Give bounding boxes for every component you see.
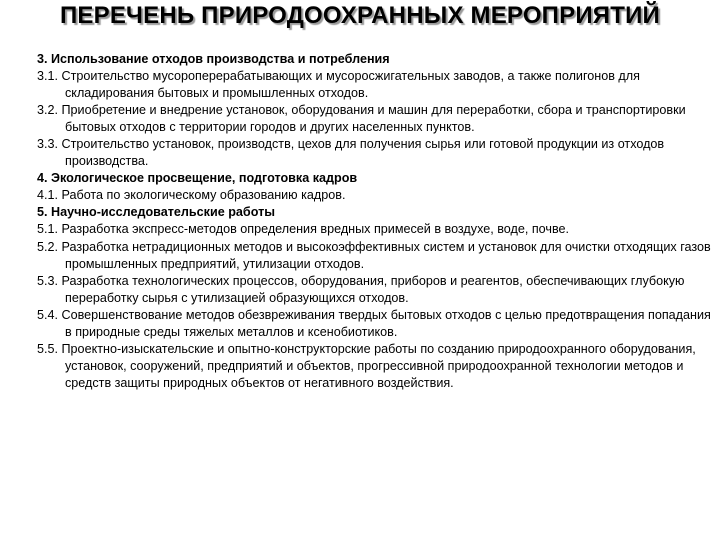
section-heading-4: 4. Экологическое просвещение, подготовка кадров — [37, 171, 358, 186]
section-heading-3: 3. Использование отходов производства и потребления — [37, 52, 390, 66]
section-heading-5: 5. Научно-исследовательские работы — [37, 205, 276, 220]
list-item-4-1: 4.1. Работа по экологическому образованию кадров. — [37, 188, 346, 203]
list-item-5-3: 5.3. Разработка технологических процессов, оборудования, приборов и реагентов, обеспечивающих глубокую переработку сырья с утилизацией образующихся отходов. — [37, 273, 685, 305]
page-title: ПЕРЕЧЕНЬ ПРИРОДООХРАННЫХ МЕРОПРИЯТИЙ — [59, 2, 661, 29]
measures-list — [37, 51, 715, 392]
list-item-3-2: 3.2. Приобретение и внедрение установок, оборудования и машин для переработки, сбора и транспортировки бытовых отходов с территории городов и других населенных пунктов. — [37, 103, 686, 135]
list-item-5-1: 5.1. Разработка экспресс-методов определения вредных примесей в воздухе, воде, почве. — [37, 222, 570, 237]
list-item-5-5: 5.5. Проектно-изыскательские и опытно-конструкторские работы по созданию природоохранного оборудования, установок, сооружений, предприятий и объектов, прогрессивной природоохранной технологии методов и средств защиты природных объектов от негативного воздействия. — [37, 341, 696, 390]
list-item-3-3: 3.3. Строительство установок, производств, цехов для получения сырья или готовой продукции из отходов производства. — [37, 137, 665, 169]
list-item-3-1: 3.1. Строительство мусороперерабатывающих и мусоросжигательных заводов, а также полигонов для складирования бытовых и промышленных отходов. — [37, 69, 640, 101]
list-item-5-2: 5.2. Разработка нетрадиционных методов и высокоэффективных систем и установок для очистки отходящих газов промышленных предприятий, утилизации отходов. — [37, 239, 711, 271]
list-item-5-4: 5.4. Совершенствование методов обезвреживания твердых бытовых отходов с целью предотвращения попадания в природные среды тяжелых металлов и ксенобиотиков. — [37, 307, 711, 339]
